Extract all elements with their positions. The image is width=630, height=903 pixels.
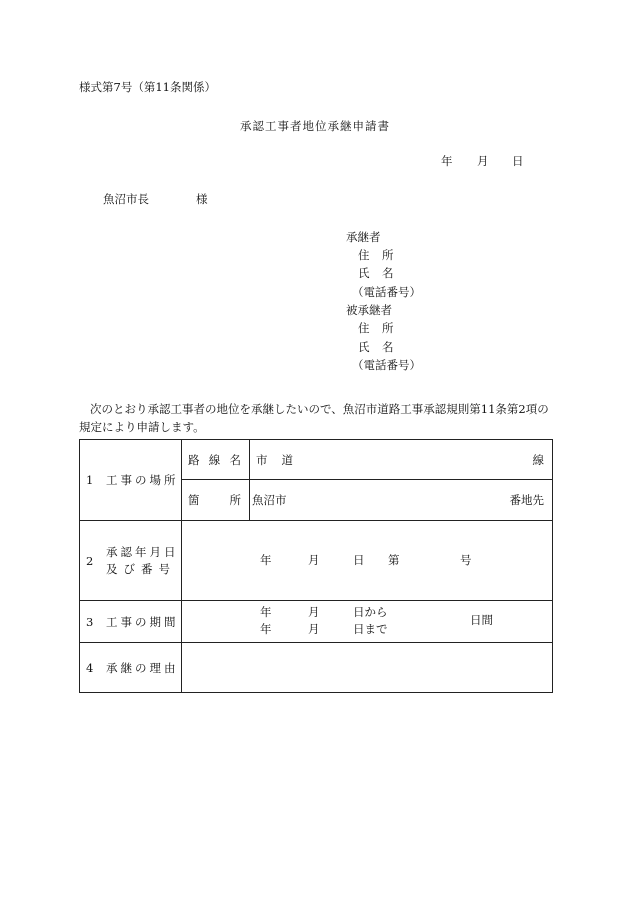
location-label-cell xyxy=(80,440,182,521)
table-row-location-route xyxy=(80,440,553,480)
route-suffix: 線 xyxy=(532,452,544,467)
approval-label-cell xyxy=(80,521,182,601)
route-prefix-char2: 道 xyxy=(281,452,293,467)
route-label-char1: 路 xyxy=(188,452,200,467)
period-number: 3 xyxy=(86,614,94,629)
reason-label-cell xyxy=(80,643,182,693)
period-label-cell xyxy=(80,601,182,643)
successor-phone: （電話番号） xyxy=(352,285,421,299)
predecessor-address-char1: 住 xyxy=(358,321,370,335)
successor-heading: 承継者 xyxy=(346,230,381,244)
route-label-char2: 線 xyxy=(208,452,221,467)
successor-name-char2: 名 xyxy=(382,266,394,280)
period-days: 日間 xyxy=(470,613,493,627)
period-end-year: 年 xyxy=(260,622,272,636)
approval-number: 2 xyxy=(86,553,94,568)
period-start-day: 日から xyxy=(353,605,388,619)
route-label-char3: 名 xyxy=(229,452,241,467)
period-start-year: 年 xyxy=(260,605,272,619)
period-end-month: 月 xyxy=(308,622,320,636)
place-label-char2: 所 xyxy=(229,493,241,507)
period-value-cell[interactable] xyxy=(182,601,553,643)
reason-label: 承継の理由 xyxy=(106,660,179,675)
addressee-honorific: 様 xyxy=(196,192,208,206)
place-suffix: 番地先 xyxy=(509,493,544,507)
reason-value-cell[interactable] xyxy=(182,643,553,693)
application-table xyxy=(79,439,553,693)
approval-label-line1: 承認年月日 xyxy=(106,544,179,559)
route-prefix-char1: 市 xyxy=(256,452,268,467)
period-label: 工事の期間 xyxy=(106,614,179,629)
route-label-cell xyxy=(182,440,250,480)
date-day-label: 日 xyxy=(512,154,524,168)
predecessor-phone: （電話番号） xyxy=(352,358,421,372)
date-year-label: 年 xyxy=(441,154,453,168)
reason-number: 4 xyxy=(86,660,94,675)
period-end-day: 日まで xyxy=(353,622,388,636)
successor-address-char2: 所 xyxy=(382,248,394,262)
table-row-approval xyxy=(80,521,553,601)
table-row-reason xyxy=(80,643,553,693)
approval-dai: 第 xyxy=(388,553,400,567)
application-body-text: 次のとおり承認工事者の地位を承継したいので、魚沼市道路工事承認規則第11条第2項の規定により申請します。 xyxy=(79,402,549,434)
approval-go: 号 xyxy=(460,553,472,567)
table-row-period xyxy=(80,601,553,643)
place-label-char1: 箇 xyxy=(188,493,200,507)
period-start-month: 月 xyxy=(308,605,320,619)
approval-value-cell[interactable] xyxy=(182,521,553,601)
approval-year: 年 xyxy=(260,553,272,567)
route-value-cell[interactable] xyxy=(250,440,553,480)
successor-name-char1: 氏 xyxy=(358,266,370,280)
place-label-cell xyxy=(182,480,250,521)
predecessor-heading: 被承継者 xyxy=(346,303,392,317)
addressee-name: 魚沼市長 xyxy=(103,192,149,206)
place-prefix: 魚沼市 xyxy=(252,493,287,507)
date-month-label: 月 xyxy=(477,154,489,168)
predecessor-name-char2: 名 xyxy=(382,340,394,354)
predecessor-address-char2: 所 xyxy=(382,321,394,335)
location-label: 工事の場所 xyxy=(106,473,179,487)
approval-label-line2: 及び番号 xyxy=(106,561,176,576)
approval-day: 日 xyxy=(353,553,365,567)
form-number: 様式第7号（第11条関係） xyxy=(79,80,216,94)
successor-address-char1: 住 xyxy=(358,248,370,262)
place-value-cell[interactable] xyxy=(250,480,553,521)
approval-month: 月 xyxy=(308,553,320,567)
predecessor-name-char1: 氏 xyxy=(358,340,370,354)
location-number: 1 xyxy=(86,473,94,487)
document-title: 承認工事者地位承継申請書 xyxy=(240,119,390,133)
